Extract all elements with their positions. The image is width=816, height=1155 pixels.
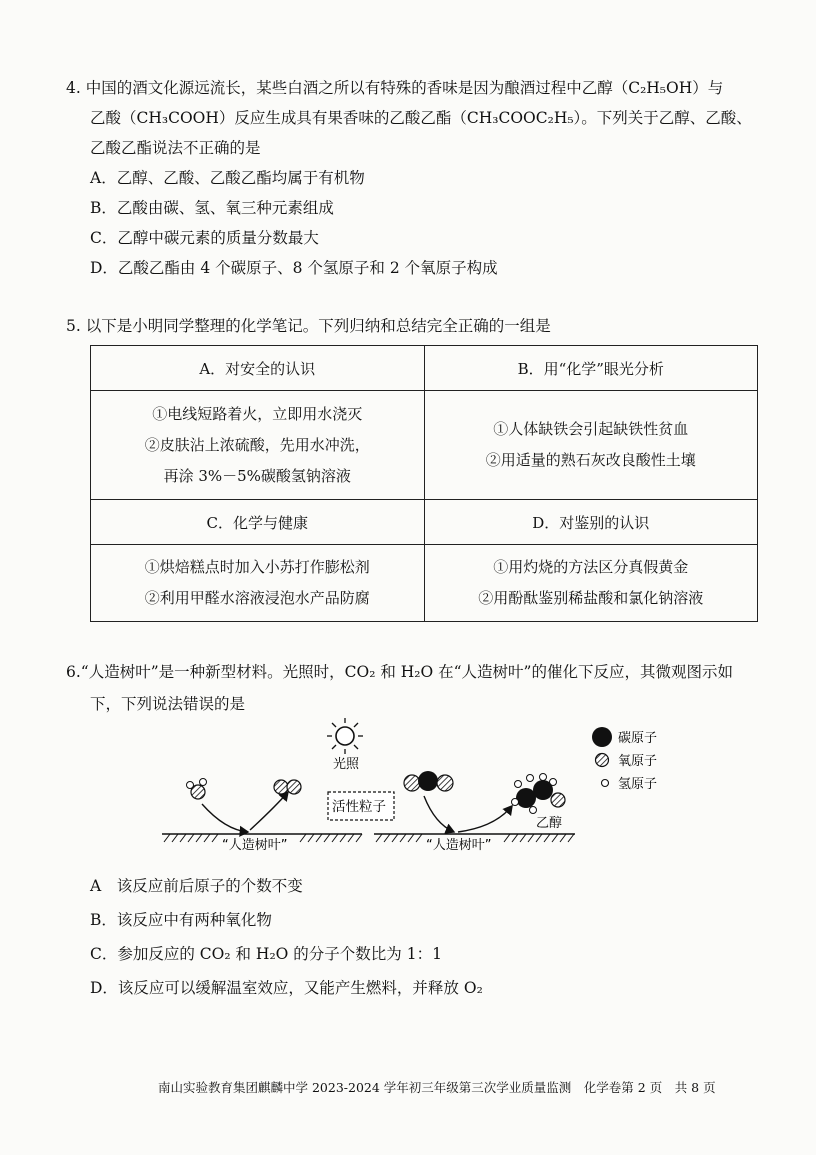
cell-d-line1: ①用灼烧的方法区分真假黄金 [493,558,689,576]
cell-c-line2: ②利用甲醛水溶液浸泡水产品防腐 [144,589,370,607]
arrow-in-left [202,804,248,832]
leaf-label-right: “人造树叶” [426,838,492,853]
q4-stem-line3: 乙酸乙酯说法不正确的是 [90,139,261,157]
water-molecule-icon [187,779,207,800]
arrow-out-left [250,792,288,830]
cell-b-line2: ②用适量的熟石灰改良酸性土壤 [485,451,696,469]
ethanol-label: 乙醇 [536,816,563,831]
sun-icon [327,718,363,754]
oxygen-atom-icon [596,754,609,767]
q6-option-b: B．该反应中有两种氧化物 [90,911,272,929]
q6-stem-line2: 下，下列说法错误的是 [90,695,246,713]
legend-hydrogen: 氢原子 [618,777,658,792]
table-head-b: B．用“化学”眼光分析 [424,346,758,391]
q5-stem: 5. 以下是小明同学整理的化学笔记。下列归纳和总结完全正确的一组是 [66,317,551,335]
table-cell-d [424,545,758,622]
legend [592,727,657,792]
table-cell-a [91,391,425,500]
table-head-c: C．化学与健康 [91,500,425,545]
arrow-in-right [424,796,454,832]
legend-oxygen: 氧原子 [618,754,658,769]
light-label: 光照 [333,757,360,772]
cell-a-line2: ②皮肤沾上浓硫酸，先用水冲洗， [144,435,370,454]
table-cell-b [424,391,758,500]
leaf-label-left: “人造树叶” [222,838,288,853]
q6-option-a: A 该反应前后原子的个数不变 [90,877,303,895]
q4-stem-line1: 4. 中国的酒文化源远流长，某些白酒之所以有特殊的香味是因为酿酒过程中乙醇（C₂H₅OH）与 [66,79,724,97]
q5-notes-table [90,345,758,622]
table-head-a: A．对安全的认识 [91,346,425,391]
q4-option-b: B．乙酸由碳、氢、氧三种元素组成 [90,199,334,217]
cell-a-line1: ①电线短路着火，立即用水浇灭 [152,404,363,423]
q6-stem-line1: 6.“人造树叶”是一种新型材料。光照时，CO₂ 和 H₂O 在“人造树叶”的催化下反应，其微观图示如 [66,663,733,681]
co2-molecule-icon [404,771,453,791]
q4-stem-line2: 乙酸（CH₃COOH）反应生成具有果香味的乙酸乙酯（CH₃COOC₂H₅）。下列关于乙醇、乙酸、 [90,109,752,127]
legend-carbon: 碳原子 [618,731,658,746]
page-footer: 南山实验教育集团麒麟中学 2023-2024 学年初三年级第三次学业质量监测 化学卷第 2 页 共 8 页 [158,1080,716,1095]
artificial-leaf-figure [150,712,710,862]
carbon-atom-icon [592,727,612,747]
cell-c-line1: ①烘焙糕点时加入小苏打作膨松剂 [144,558,370,576]
q6-option-d: D．该反应可以缓解温室效应，又能产生燃料，并释放 O₂ [90,979,483,997]
q6-option-c: C．参加反应的 CO₂ 和 H₂O 的分子个数比为 1：1 [90,945,442,963]
table-head-d: D．对鉴别的认识 [424,500,758,545]
ethanol-molecule-icon [512,774,566,814]
catalyst-label: 活性粒子 [332,799,386,815]
cell-b-line1: ①人体缺铁会引起缺铁性贫血 [493,420,689,438]
arrow-out-right [458,806,512,832]
cell-a-line3: 再涂 3%－5%碳酸氢钠溶液 [163,466,351,485]
q4-option-c: C．乙醇中碳元素的质量分数最大 [90,229,319,247]
hydrogen-atom-icon [602,780,609,787]
cell-d-line2: ②用酚酞鉴别稀盐酸和氯化钠溶液 [478,589,704,607]
q4-option-a: A．乙醇、乙酸、乙酸乙酯均属于有机物 [90,169,365,187]
table-cell-c [91,545,425,622]
q4-option-d: D．乙酸乙酯由 4 个碳原子、8 个氢原子和 2 个氧原子构成 [90,259,498,277]
